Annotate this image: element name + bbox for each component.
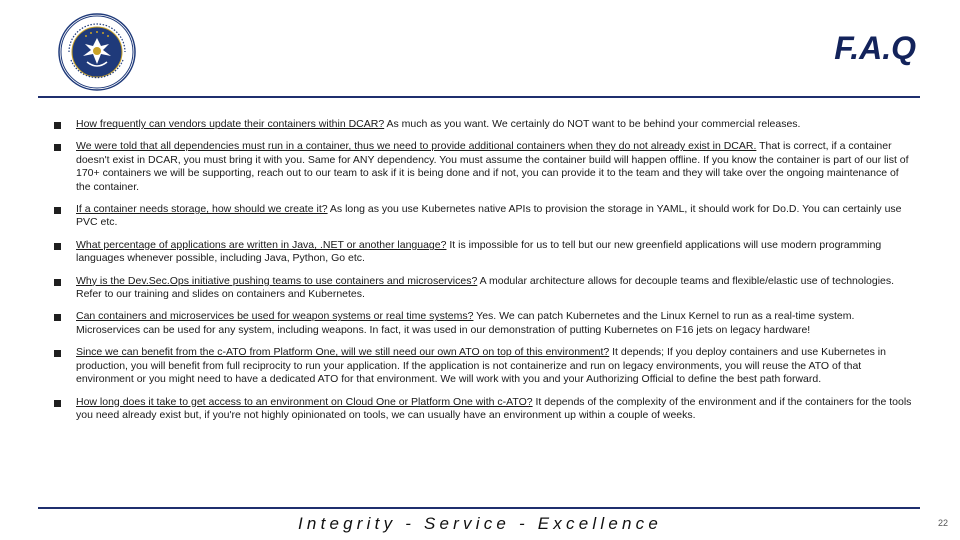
faq-item — [50, 118, 912, 131]
air-force-seal-icon — [57, 12, 137, 92]
page-title: F.A.Q — [834, 30, 916, 66]
faq-answer: That is correct, if a container doesn't exist in DCAR, you must bring it with you. Same for ANY dependency. You must assume the container build will happen offline. If you know the container is part of our list of 170+ containers we will be supporting, reach out to our team to ask if it is being done and if not, you can provide it to the team and they will take over the ongoing maintenance of the container. — [76, 140, 909, 193]
air-force-seal — [57, 12, 137, 92]
faq-question: Why is the Dev.Sec.Ops initiative pushing teams to use containers and microservices? — [76, 274, 478, 287]
faq-answer: It is impossible for us to tell but our new greenfield applications will use modern programming languages whenever possible, including Java, Python, Go etc. — [76, 238, 882, 265]
faq-item — [50, 310, 912, 337]
faq-answer: It depends; If you deploy containers and use Kubernetes in production, you will benefit from full reciprocity to run your application. If the application is not containerize and run on legacy environments, you will reuse the ATO of that environment or you might need to have a dedicated ATO for that environment. We will work with you and your Authorizing Official to define the best path forward. — [76, 346, 886, 386]
footer-motto: Integrity - Service - Excellence — [298, 514, 662, 533]
faq-answer: As much as you want. We certainly do NOT want to be behind your commercial releases. — [384, 118, 801, 130]
header-divider — [38, 96, 920, 98]
square-bullet-icon — [54, 144, 61, 151]
page-number: 22 — [937, 518, 948, 528]
faq-item — [50, 203, 912, 230]
square-bullet-icon — [54, 207, 61, 214]
faq-item — [50, 275, 912, 302]
faq-item — [50, 239, 912, 266]
faq-question: We were told that all dependencies must run in a container, thus we need to provide additional containers when they do not already exist in DCAR. — [76, 140, 757, 153]
faq-answer: A modular architecture allows for decouple teams and flexible/elastic use of technologies. Refer to our training and slides on containers and Kubernetes. — [76, 274, 895, 301]
faq-question: If a container needs storage, how should we create it? — [76, 203, 328, 216]
square-bullet-icon — [54, 243, 61, 250]
square-bullet-icon — [54, 314, 61, 321]
footer-divider — [38, 507, 920, 509]
faq-question: How long does it take to get access to an environment on Cloud One or Platform One with c-ATO? — [76, 395, 533, 408]
faq-list — [50, 118, 912, 431]
faq-answer: As long as you use Kubernetes native APIs to provision the storage in YAML, it should work for Do.D. You can certainly use PVC etc. — [76, 203, 902, 229]
faq-item — [50, 140, 912, 194]
faq-answer: It depends of the complexity of the environment and if the containers for the tools you need already exist but, if you're not highly opinionated on tools, we can usually have an environment up within a couple of weeks. — [76, 395, 912, 421]
faq-question: How frequently can vendors update their containers within DCAR? — [76, 118, 385, 130]
square-bullet-icon — [54, 350, 61, 357]
faq-question: What percentage of applications are written in Java, .NET or another language? — [76, 238, 447, 251]
faq-item — [50, 396, 912, 423]
faq-question: Can containers and microservices be used for weapon systems or real time systems? — [76, 310, 474, 323]
faq-item — [50, 346, 912, 386]
square-bullet-icon — [54, 400, 61, 407]
faq-question: Since we can benefit from the c-ATO from Platform One, will we still need our own ATO on top of this environment? — [76, 346, 610, 359]
square-bullet-icon — [54, 279, 61, 286]
square-bullet-icon — [54, 122, 61, 129]
faq-answer: Yes. We can patch Kubernetes and the Linux Kernel to run as a real-time system. Microservices can be used for any system, including weapons. In fact, it was used in our demonstration of putting Kubernetes on F16 jets on legacy hardware! — [76, 310, 855, 336]
